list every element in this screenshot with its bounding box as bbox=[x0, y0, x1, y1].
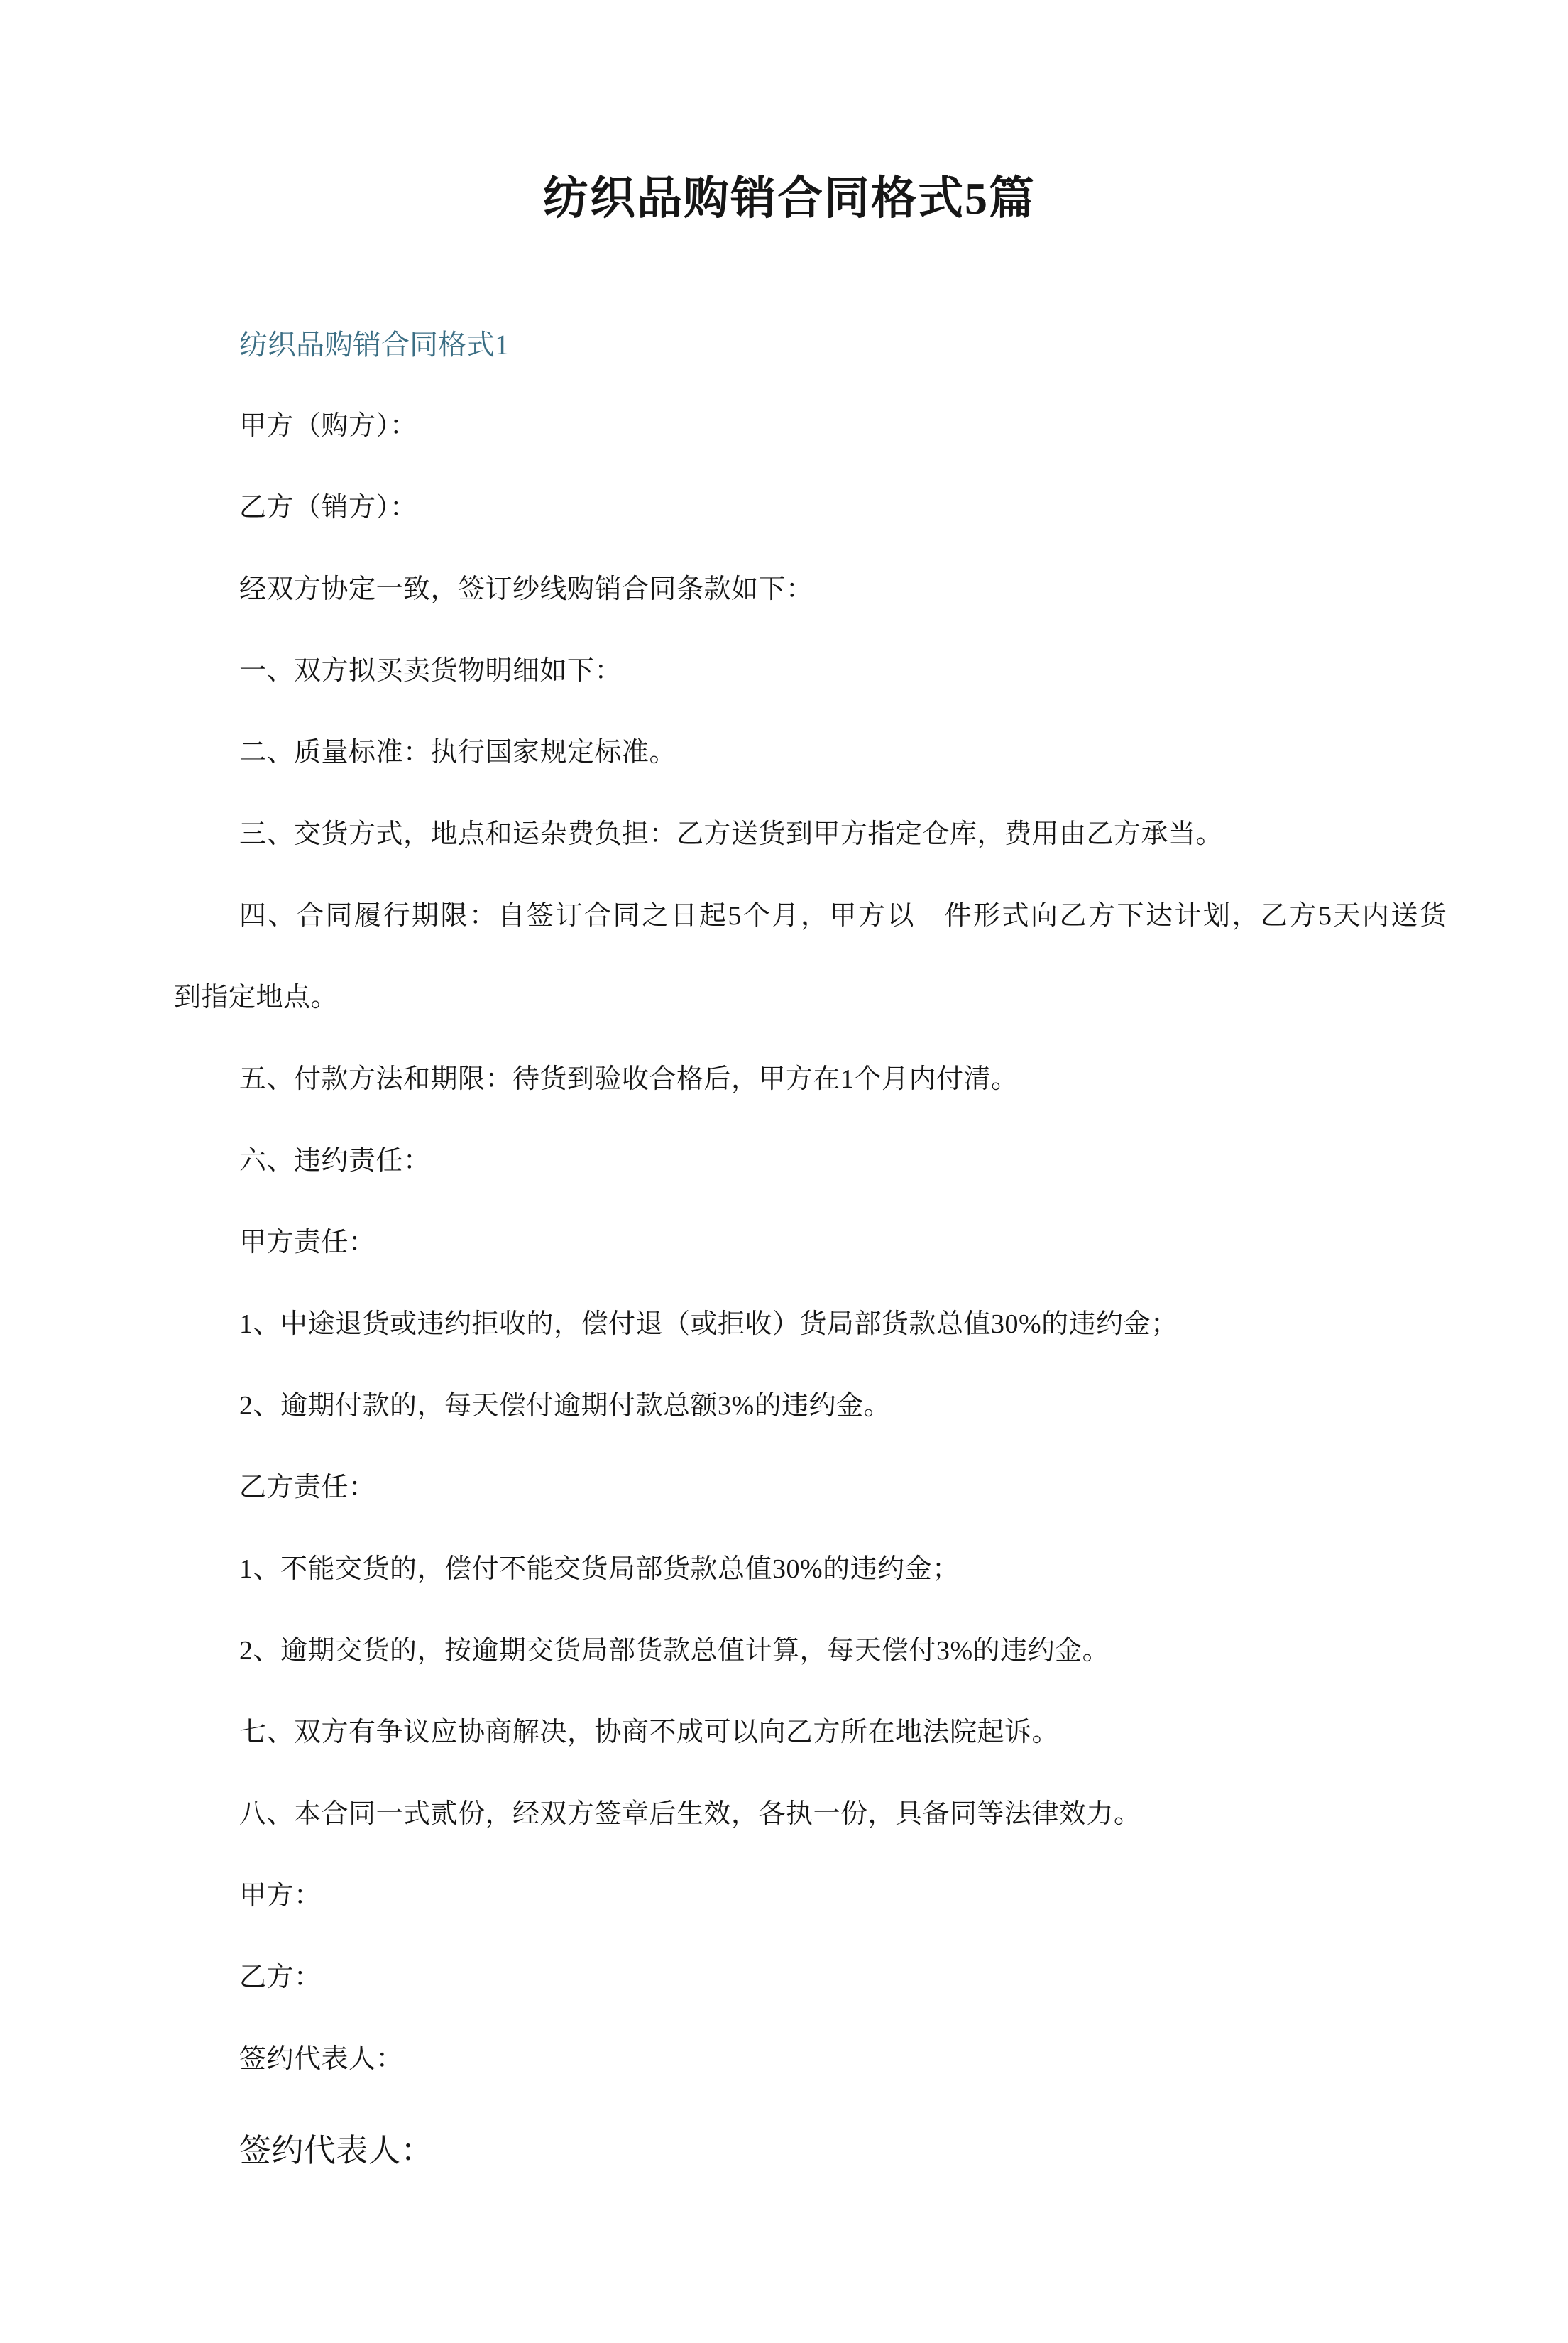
contract-line: 七、双方有争议应协商解决，协商不成可以向乙方所在地法院起诉。 bbox=[239, 1717, 1060, 1747]
contract-line: 甲方责任： bbox=[239, 1228, 376, 1257]
contract-line: 乙方（销方）： bbox=[239, 493, 417, 523]
contract-line: 甲方（购方）： bbox=[239, 411, 417, 441]
contract-line: 甲方： bbox=[239, 1881, 322, 1911]
contract-line: 签约代表人： bbox=[239, 2044, 404, 2074]
contract-line: 四、合同履行期限：自签订合同之日起5个月，甲方以 件形式向乙方下达计划，乙方5天内送货 bbox=[239, 901, 1449, 931]
contract-line: 1、中途退货或违约拒收的，偿付退（或拒收）货局部货款总值30%的违约金； bbox=[239, 1309, 1178, 1339]
contract-line: 2、逾期付款的，每天偿付逾期付款总额3%的违约金。 bbox=[239, 1391, 892, 1421]
contract-line: 乙方： bbox=[239, 1962, 322, 1992]
contract-line: 2、逾期交货的，按逾期交货局部货款总值计算，每天偿付3%的违约金。 bbox=[239, 1636, 1110, 1666]
contract-body bbox=[174, 386, 1449, 2192]
document-title: 纺织品购销合同格式5篇 bbox=[543, 173, 1036, 224]
contract-line: 乙方责任： bbox=[239, 1473, 376, 1502]
contract-line: 1、不能交货的，偿付不能交货局部货款总值30%的违约金； bbox=[239, 1554, 960, 1584]
section-subtitle: 纺织品购销合同格式1 bbox=[239, 329, 509, 361]
contract-line: 五、付款方法和期限：待货到验收合格后，甲方在1个月内付清。 bbox=[239, 1064, 1019, 1094]
contract-line: 三、交货方式，地点和运杂费负担：乙方送货到甲方指定仓库，费用由乙方承当。 bbox=[239, 819, 1224, 849]
contract-line: 八、本合同一式贰份，经双方签章后生效，各执一份，具备同等法律效力。 bbox=[239, 1799, 1141, 1829]
contract-line: 一、双方拟买卖货物明细如下： bbox=[239, 656, 623, 686]
contract-line: 经双方协定一致，签订纱线购销合同条款如下： bbox=[239, 574, 813, 604]
contract-line: 二、质量标准：执行国家规定标准。 bbox=[239, 738, 677, 768]
contract-line: 到指定地点。 bbox=[174, 983, 339, 1012]
contract-line: 签约代表人： bbox=[239, 2133, 434, 2168]
contract-line: 六、违约责任： bbox=[239, 1146, 431, 1176]
